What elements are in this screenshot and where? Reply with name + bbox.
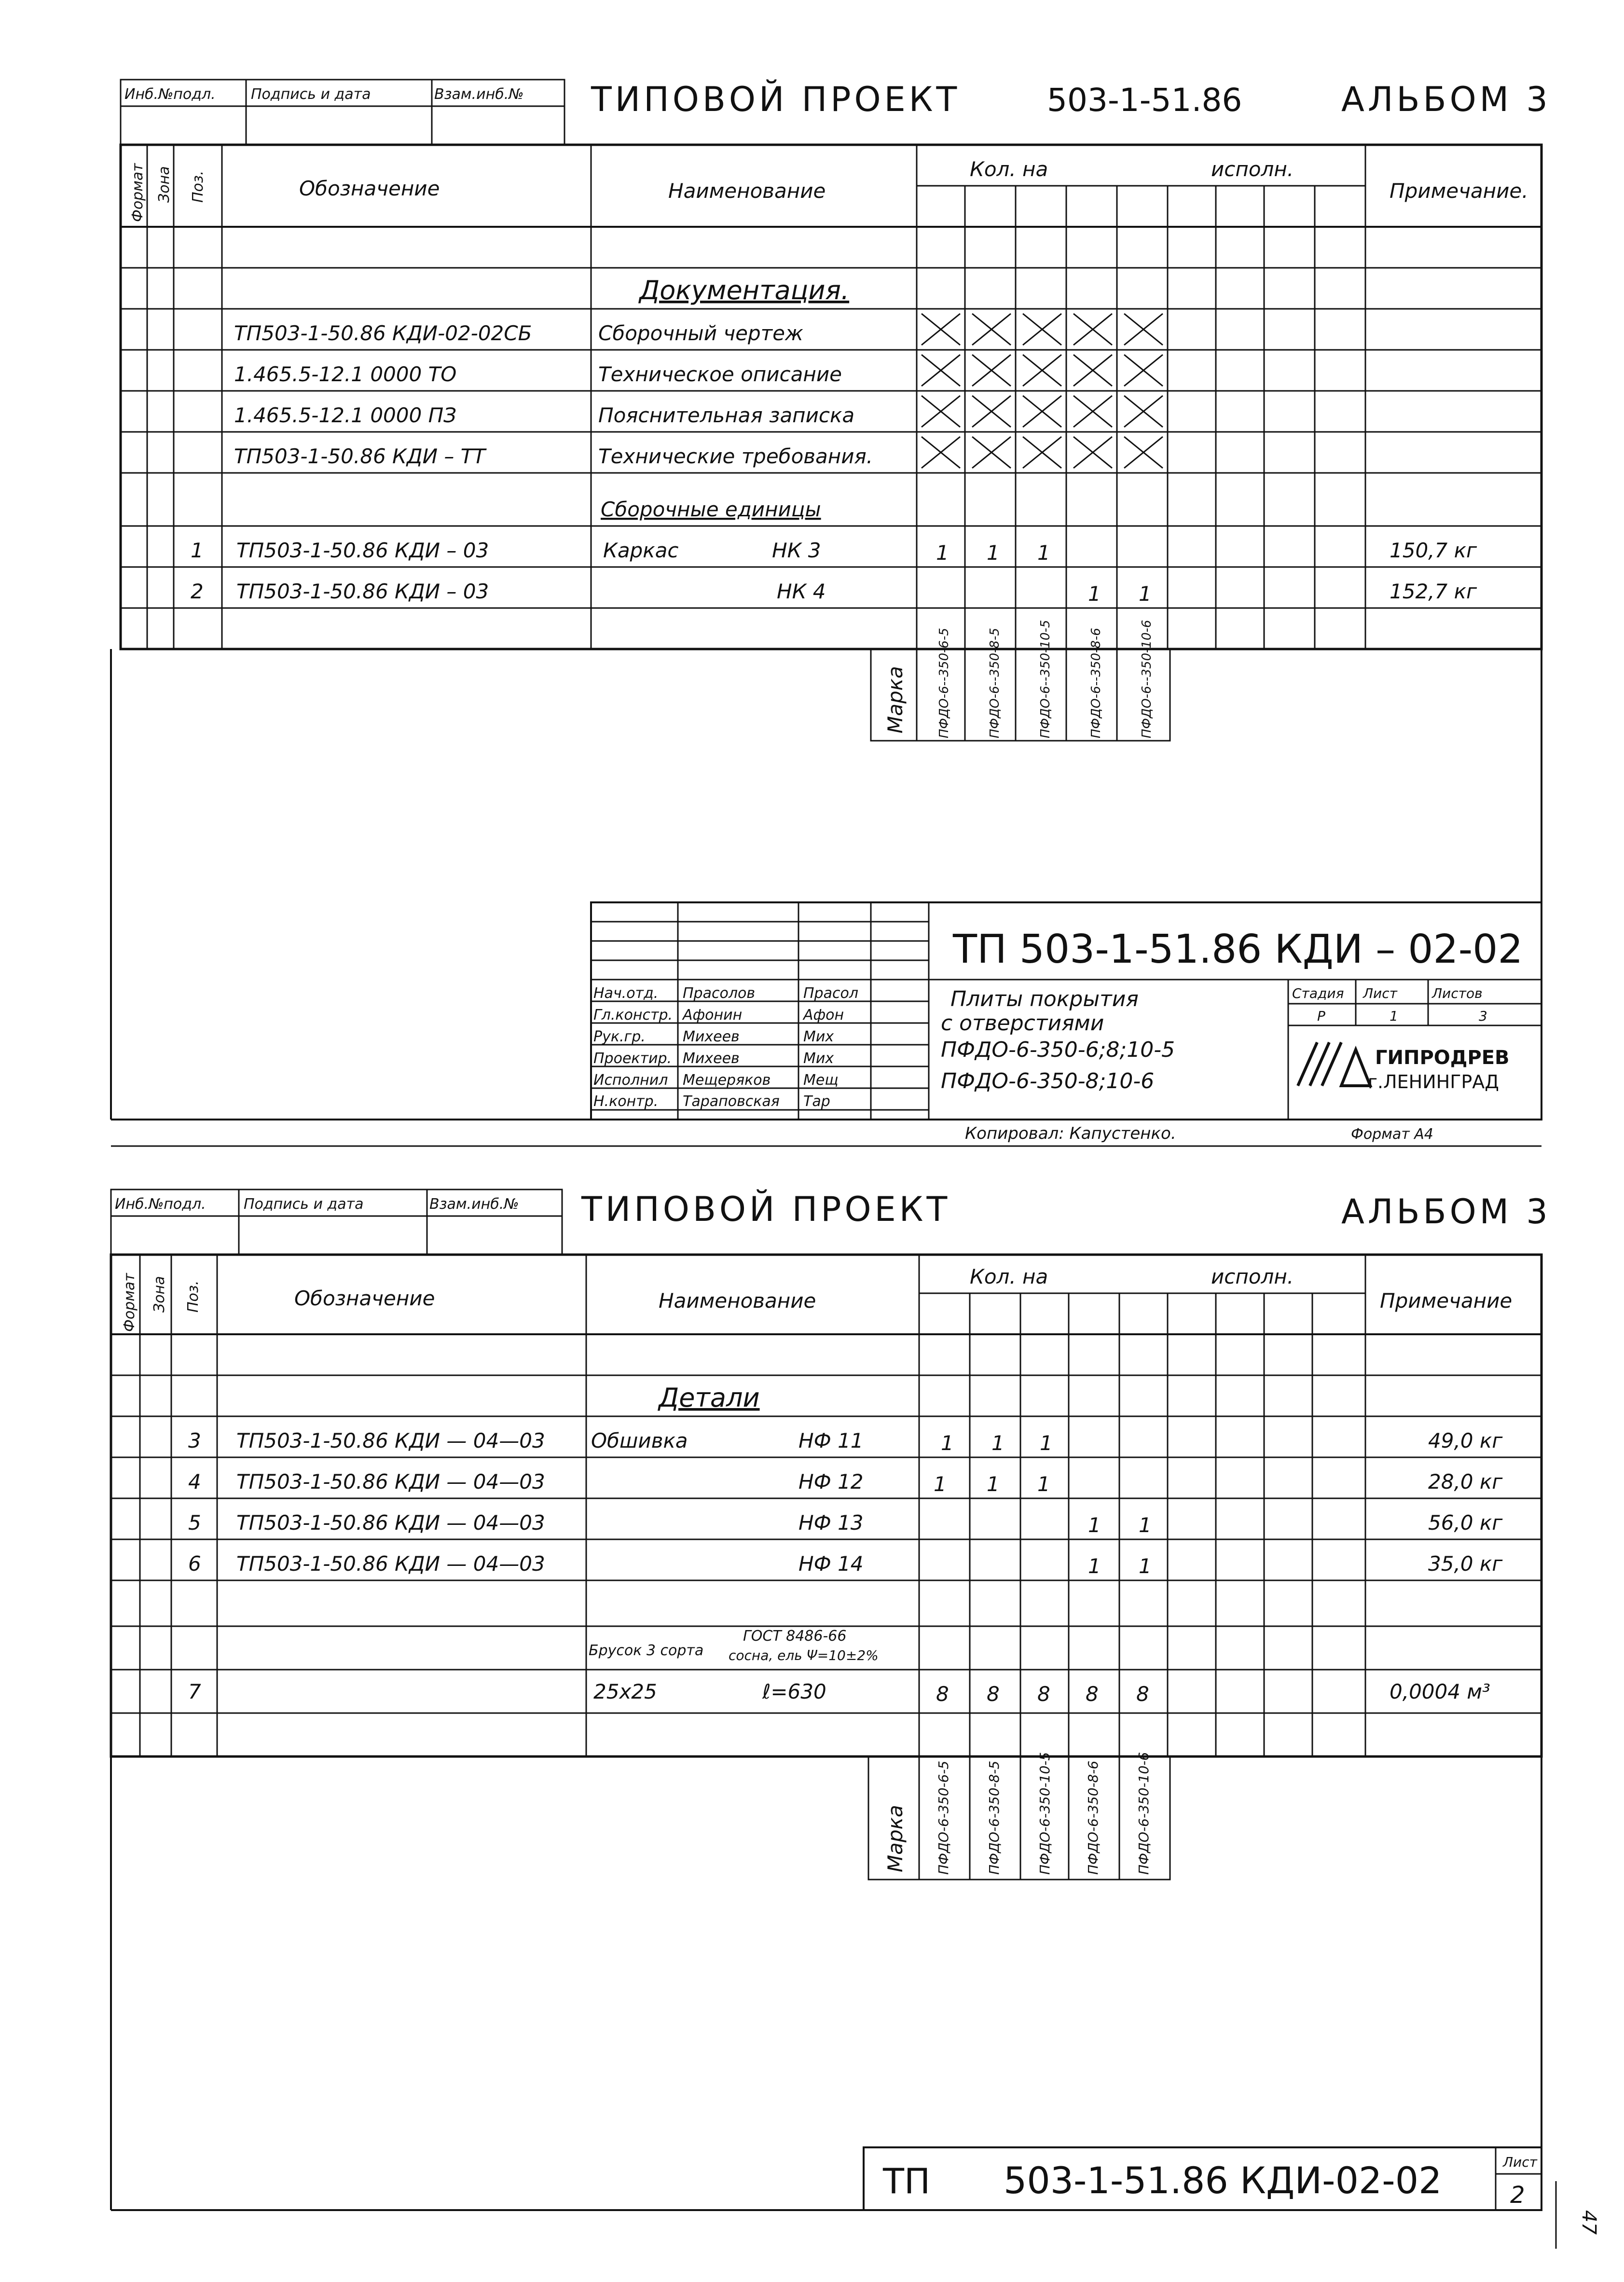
variant-4: ПФДО-6--350-8-6: [1089, 628, 1103, 738]
header-execution: исполн.: [1211, 157, 1294, 181]
s2-banner-album: АЛЬБОМ 3: [1341, 1192, 1551, 1231]
part-code-6: ТП503-1-50.86 КДИ — 04—03: [236, 1552, 545, 1576]
s2-marka-label: Марка: [883, 1805, 907, 1872]
header-zone: Зона: [156, 166, 173, 203]
item7-length: ℓ=630: [762, 1680, 826, 1703]
doc-code-2: 1.465.5-12.1 0000 ТО: [234, 362, 457, 386]
s2-header-designation: Обозначение: [294, 1286, 435, 1310]
doc-name-2: Техническое описание: [598, 362, 842, 386]
s2-stamp-replace: Взам.инб.№: [429, 1196, 519, 1213]
tb-name-5: Мещеряков: [683, 1072, 771, 1089]
tb-desc-4: ПФДО-6-350-8;10-6: [941, 1069, 1155, 1093]
s2-header-note: Примечание: [1380, 1289, 1513, 1313]
banner-title: ТИПОВОЙ ПРОЕКТ: [591, 80, 961, 119]
tb-role-6: Н.контр.: [593, 1093, 659, 1110]
stamp-sign: Подпись и дата: [251, 86, 371, 103]
tb-sig-2: Афон: [803, 1007, 844, 1023]
title-doc: ТП 503-1-51.86 КДИ – 02-02: [953, 927, 1523, 972]
tb-org2: г.ЛЕНИНГРАД: [1368, 1071, 1499, 1093]
tb-format: Формат А4: [1351, 1126, 1433, 1143]
doc-name-1: Сборочный чертеж: [598, 321, 803, 345]
part-pos-4: 4: [188, 1470, 201, 1494]
unit1-q1: 1: [936, 541, 949, 565]
unit-note-2: 152,7 кг: [1390, 580, 1477, 603]
part3-q1: 1: [941, 1431, 954, 1455]
brusok-gost: ГОСТ 8486-66: [743, 1628, 847, 1645]
doc-code-1: ТП503-1-50.86 КДИ-02-02СБ: [234, 321, 532, 345]
tb-role-2: Гл.констр.: [593, 1007, 673, 1023]
item7-note: 0,0004 м³: [1390, 1680, 1490, 1703]
part-pos-3: 3: [188, 1429, 201, 1452]
tb-sheet: 1: [1390, 1008, 1398, 1024]
part-note-5: 56,0 кг: [1428, 1511, 1503, 1535]
s2-header-execution: исполн.: [1211, 1265, 1294, 1288]
unit-code-1: ТП503-1-50.86 КДИ – 03: [236, 539, 489, 562]
brusok-spec: сосна, ель Ψ=10±2%: [729, 1647, 879, 1663]
page-mark: 47: [1578, 2210, 1600, 2235]
tb-sheets: 3: [1479, 1008, 1487, 1024]
unit-pos-2: 2: [191, 580, 204, 603]
header-designation: Обозначение: [299, 177, 440, 200]
brusok-name: Брусок 3 сорта: [589, 1642, 704, 1659]
part6-q5: 1: [1139, 1554, 1152, 1578]
tb-desc-1: Плиты покрытия: [950, 987, 1139, 1011]
tb-role-3: Рук.гр.: [593, 1028, 646, 1045]
stamp-inv: Инб.№подл.: [124, 86, 216, 103]
tb-name-1: Прасолов: [683, 985, 756, 1002]
part4-q3: 1: [1037, 1472, 1050, 1496]
header-qty: Кол. на: [970, 157, 1048, 181]
part4-q2: 1: [987, 1472, 1000, 1496]
footer-code: 503-1-51.86 КДИ-02-02: [1004, 2159, 1442, 2202]
tb-stage: Р: [1317, 1008, 1325, 1024]
section-docs: Документация.: [639, 275, 850, 305]
doc-name-4: Технические требования.: [598, 444, 873, 468]
part5-q4: 1: [1088, 1513, 1101, 1537]
tb-name-6: Тараповская: [683, 1093, 780, 1110]
tb-sheets-label: Листов: [1432, 985, 1483, 1001]
banner-album: АЛЬБОМ 3: [1341, 80, 1551, 119]
footer-tp: ТП: [883, 2161, 931, 2201]
header-format: Формат: [129, 163, 146, 222]
header-pos: Поз.: [190, 170, 206, 203]
part4-q1: 1: [934, 1472, 947, 1496]
part-mark-5: НФ 13: [798, 1511, 864, 1535]
s2-header-format: Формат: [121, 1273, 138, 1332]
variant-5: ПФДО-6--350-10-6: [1140, 620, 1154, 738]
header-note: Примечание.: [1390, 179, 1528, 203]
unit-note-1: 150,7 кг: [1390, 539, 1477, 562]
tb-desc-3: ПФДО-6-350-6;8;10-5: [941, 1037, 1175, 1062]
section-units: Сборочные единицы: [601, 498, 821, 521]
unit2-q5: 1: [1139, 582, 1152, 606]
unit-mark-2: НК 4: [777, 580, 826, 603]
item7-pos: 7: [188, 1680, 201, 1703]
footer-sheet: 2: [1510, 2182, 1525, 2209]
tb-org1: ГИПРОДРЕВ: [1375, 1047, 1510, 1069]
tb-stage-label: Стадия: [1292, 985, 1344, 1001]
tb-desc-2: с отверстиями: [941, 1011, 1104, 1036]
tb-sig-1: Прасол: [803, 985, 859, 1002]
item7-q3: 8: [1037, 1682, 1050, 1706]
part-code-3: ТП503-1-50.86 КДИ — 04—03: [236, 1429, 545, 1452]
tb-name-2: Афонин: [683, 1007, 743, 1023]
variant-2: ПФДО-6--350-8-5: [988, 628, 1002, 738]
item7-q2: 8: [987, 1682, 1000, 1706]
tb-sig-6: Тар: [803, 1093, 830, 1110]
part-note-6: 35,0 кг: [1428, 1552, 1503, 1576]
giprodrev-logo-icon: [1298, 1042, 1370, 1086]
s2-header-pos: Поз.: [185, 1280, 202, 1313]
footer-sheet-label: Лист: [1503, 2154, 1537, 2170]
part6-q4: 1: [1088, 1554, 1101, 1578]
s2-variant-4: ПФДО-6-350-8-6: [1085, 1760, 1101, 1875]
tb-role-1: Нач.отд.: [593, 985, 659, 1002]
header-name: Наименование: [668, 179, 826, 203]
tb-role-4: Проектир.: [593, 1050, 672, 1067]
unit2-q4: 1: [1088, 582, 1101, 606]
unit-pos-1: 1: [191, 539, 204, 562]
s2-stamp-sign: Подпись и дата: [244, 1196, 364, 1213]
part3-q2: 1: [991, 1431, 1005, 1455]
doc-code-4: ТП503-1-50.86 КДИ – ТТ: [234, 444, 486, 468]
part-code-4: ТП503-1-50.86 КДИ — 04—03: [236, 1470, 545, 1494]
item7-q5: 8: [1136, 1682, 1149, 1706]
doc-name-3: Пояснительная записка: [598, 403, 855, 427]
part-name-3: Обшивка: [591, 1429, 688, 1452]
part-mark-3: НФ 11: [798, 1429, 864, 1452]
unit-name-1: Каркас: [603, 539, 679, 562]
tb-sig-4: Мих: [803, 1050, 834, 1067]
section-parts: Детали: [659, 1383, 760, 1413]
part5-q5: 1: [1139, 1513, 1152, 1537]
item7-q4: 8: [1086, 1682, 1099, 1706]
s2-stamp-inv: Инб.№подл.: [115, 1196, 206, 1213]
tb-sig-3: Мих: [803, 1028, 834, 1045]
s2-variant-1: ПФДО-6-350-6-5: [936, 1760, 951, 1875]
marka-label: Марка: [883, 666, 907, 733]
s2-variant-5: ПФДО-6-350-10-6: [1136, 1752, 1152, 1875]
variant-3: ПФДО-6--350-10-5: [1038, 620, 1053, 738]
variant-1: ПФДО-6--350-6-5: [937, 628, 951, 738]
part3-q3: 1: [1040, 1431, 1053, 1455]
s2-variant-3: ПФДО-6-350-10-5: [1037, 1752, 1053, 1875]
item7-size: 25x25: [593, 1680, 657, 1703]
tb-role-5: Исполнил: [593, 1072, 668, 1089]
stamp-replace: Взам.инб.№: [434, 86, 524, 103]
tb-sheet-label: Лист: [1363, 985, 1397, 1001]
s2-header-zone: Зона: [151, 1276, 168, 1313]
unit1-q2: 1: [987, 541, 1000, 565]
unit-mark-1: НК 3: [772, 539, 821, 562]
tb-name-4: Михеев: [683, 1050, 740, 1067]
part-pos-6: 6: [188, 1552, 201, 1576]
s2-banner-title: ТИПОВОЙ ПРОЕКТ: [581, 1189, 951, 1229]
part-mark-4: НФ 12: [798, 1470, 864, 1494]
s2-variant-2: ПФДО-6-350-8-5: [986, 1760, 1002, 1875]
banner-code: 503-1-51.86: [1047, 82, 1242, 119]
part-code-5: ТП503-1-50.86 КДИ — 04—03: [236, 1511, 545, 1535]
tb-name-3: Михеев: [683, 1028, 740, 1045]
s2-header-name: Наименование: [659, 1289, 816, 1313]
part-note-4: 28,0 кг: [1428, 1470, 1503, 1494]
part-note-3: 49,0 кг: [1428, 1429, 1503, 1452]
s2-header-qty: Кол. на: [970, 1265, 1048, 1288]
item7-q1: 8: [936, 1682, 949, 1706]
part-mark-6: НФ 14: [798, 1552, 864, 1576]
unit1-q3: 1: [1037, 541, 1050, 565]
tb-sig-5: Мещ: [803, 1072, 839, 1089]
unit-code-2: ТП503-1-50.86 КДИ – 03: [236, 580, 489, 603]
doc-code-3: 1.465.5-12.1 0000 ПЗ: [234, 403, 457, 427]
part-pos-5: 5: [188, 1511, 201, 1535]
tb-copied: Копировал: Капустенко.: [965, 1124, 1176, 1143]
